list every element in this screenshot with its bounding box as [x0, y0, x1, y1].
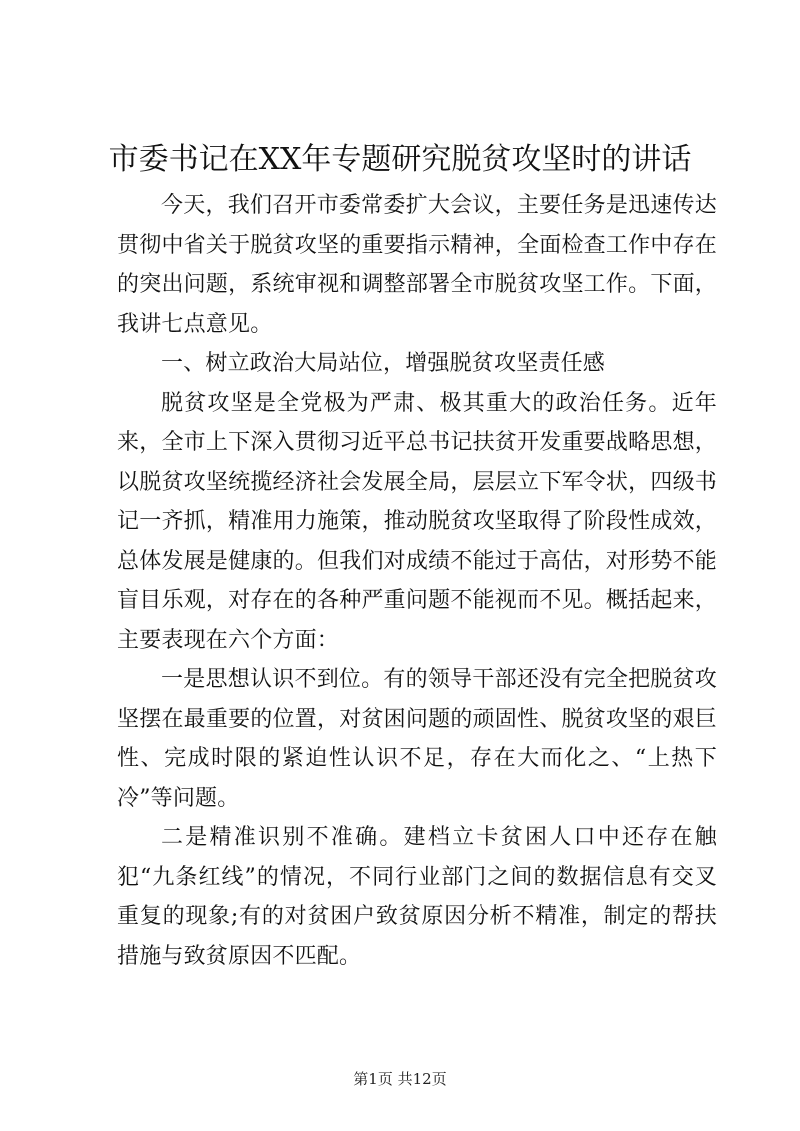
paragraph-overview: 脱贫攻坚是全党极为严肃、极其重大的政治任务。近年来，全市上下深入贯彻习近平总书记扶贫开发重要战略思想，以脱贫攻坚统揽经济社会发展全局，层层立下军令状，四级书记一齐抓，精准用力施策，推动脱贫攻坚取得了阶段性成效，总体发展是健康的。但我们对成绩不能过于高估，对形势不能盲目乐观，对存在的各种严重问题不能视而不见。概括起来，主要表现在六个方面：: [117, 390, 717, 653]
paragraph-point-2: 二是精准识别不准确。建档立卡贫困人口中还存在触犯“九条红线”的情况，不同行业部门之间的数据信息有交叉重复的现象;有的对贫困户致贫原因分析不精准，制定的帮扶措施与致贫原因不匹配。: [117, 825, 717, 969]
page-footer: 第1页 共12页: [353, 1070, 447, 1088]
paragraph-point-1: 一是思想认识不到位。有的领导干部还没有完全把脱贫攻坚摆在最重要的位置，对贫困问题的顽固性、脱贫攻坚的艰巨性、完成时限的紧迫性认识不足，存在大而化之、“上热下冷”等问题。: [117, 667, 717, 811]
document-title: 市委书记在XX年专题研究脱贫攻坚时的讲话: [108, 142, 692, 177]
paragraph-intro: 今天，我们召开市委常委扩大会议，主要任务是迅速传达贯彻中省关于脱贫攻坚的重要指示精神，全面检查工作中存在的突出问题，系统审视和调整部署全市脱贫攻坚工作。下面，我讲七点意见。: [117, 193, 717, 337]
document-body: [117, 186, 717, 976]
section-heading-1: 一、树立政治大局站位，增强脱贫攻坚责任感: [161, 351, 606, 376]
